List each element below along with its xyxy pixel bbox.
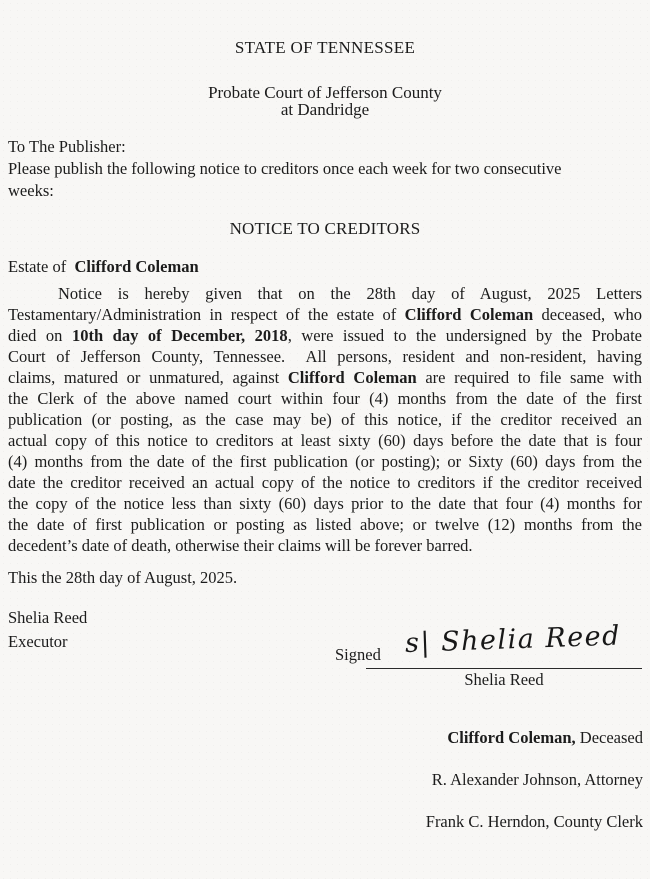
publisher-salutation: To The Publisher:: [8, 137, 126, 156]
publisher-request-line-2: weeks:: [8, 181, 54, 200]
text-line: [8, 388, 642, 409]
text-segment: decedent’s date of death, otherwise their claims will be forever barred.: [8, 536, 473, 555]
publisher-request-line-1: Please publish the following notice to creditors once each week for two consecutive: [8, 159, 562, 178]
text-line: [8, 493, 642, 514]
bold-text-segment: Clifford Coleman,: [447, 728, 576, 747]
court-header: [8, 84, 642, 118]
bold-text-segment: Clifford Coleman: [404, 305, 534, 324]
bold-text-segment: Clifford Coleman: [287, 368, 417, 387]
text-line: [8, 472, 642, 493]
text-line: [8, 325, 642, 346]
state-title: STATE OF TENNESSEE: [234, 38, 416, 57]
text-segment: deceased, who: [533, 305, 642, 324]
text-segment: the date of first publication or posting as listed above; or twelve (12) months from the: [8, 515, 642, 534]
signature-area: [335, 620, 642, 700]
text-segment: , were issued to the undersigned by the Probate: [287, 326, 642, 345]
notice-heading: NOTICE TO CREDITORS: [229, 219, 421, 238]
text-line: [8, 283, 642, 304]
text-line: [8, 346, 642, 367]
notice-body-paragraph: [8, 283, 642, 556]
dated-line: This the 28th day of August, 2025.: [8, 568, 238, 587]
publisher-instructions: [8, 136, 642, 202]
estate-of-line: [8, 256, 642, 278]
text-line: [8, 409, 642, 430]
text-segment: are required to file same with: [416, 368, 642, 387]
text-segment: Court of Jefferson County, Tennessee. All persons, resident and non-resident, having: [8, 347, 642, 366]
text-line: [8, 256, 642, 278]
signature-printed-name: Shelia Reed: [464, 670, 544, 689]
signature-handwriting: s| Shelia Reed: [404, 620, 622, 660]
text-line: [8, 535, 642, 556]
text-segment: claims, matured or unmatured, against: [8, 368, 288, 387]
text-segment: Testamentary/Administration in respect of the estate of: [8, 305, 405, 324]
text-segment: R. Alexander Johnson, Attorney: [431, 770, 643, 789]
text-line: [426, 727, 643, 749]
bold-text-segment: 10th day of December, 2018: [71, 326, 288, 345]
text-segment: Notice is hereby given that on the 28th day of August, 2025 Letters: [58, 284, 642, 303]
text-segment: (4) months from the date of the first publication (or posting); or Sixty (60) days from the: [8, 452, 642, 471]
text-segment: the Clerk of the above named court within four (4) months from the date of the first: [8, 389, 642, 408]
text-segment: date the creditor received an actual copy of the notice to creditors if the creditor received: [8, 473, 642, 492]
text-segment: Deceased: [575, 728, 643, 747]
text-segment: actual copy of this notice to creditors at least sixty (60) days before the date that is four: [8, 431, 642, 450]
court-name-line: Probate Court of Jefferson County: [208, 83, 442, 102]
text-line: [426, 769, 643, 791]
text-line: [426, 811, 643, 833]
text-segment: Frank C. Herndon, County Clerk: [425, 812, 643, 831]
text-segment: died on: [8, 326, 72, 345]
executor-name: Shelia Reed: [8, 608, 88, 627]
court-location-line: at Dandridge: [280, 100, 370, 119]
text-line: [8, 514, 642, 535]
text-segment: the copy of the notice less than sixty (60) days prior to the date that four (4) months for: [8, 494, 642, 513]
text-line: [8, 367, 642, 388]
bold-text-segment: Clifford Coleman: [74, 257, 199, 276]
text-line: [8, 304, 642, 325]
text-line: [8, 430, 642, 451]
signed-label: Signed: [335, 645, 381, 664]
text-line: [8, 451, 642, 472]
page-content: [0, 37, 650, 653]
footer-parties-block: [426, 727, 643, 833]
text-segment: publication (or posting, as the case may be) of this notice, if the creditor received an: [8, 410, 642, 429]
text-segment: Estate of: [8, 257, 75, 276]
executor-title: Executor: [8, 631, 68, 651]
